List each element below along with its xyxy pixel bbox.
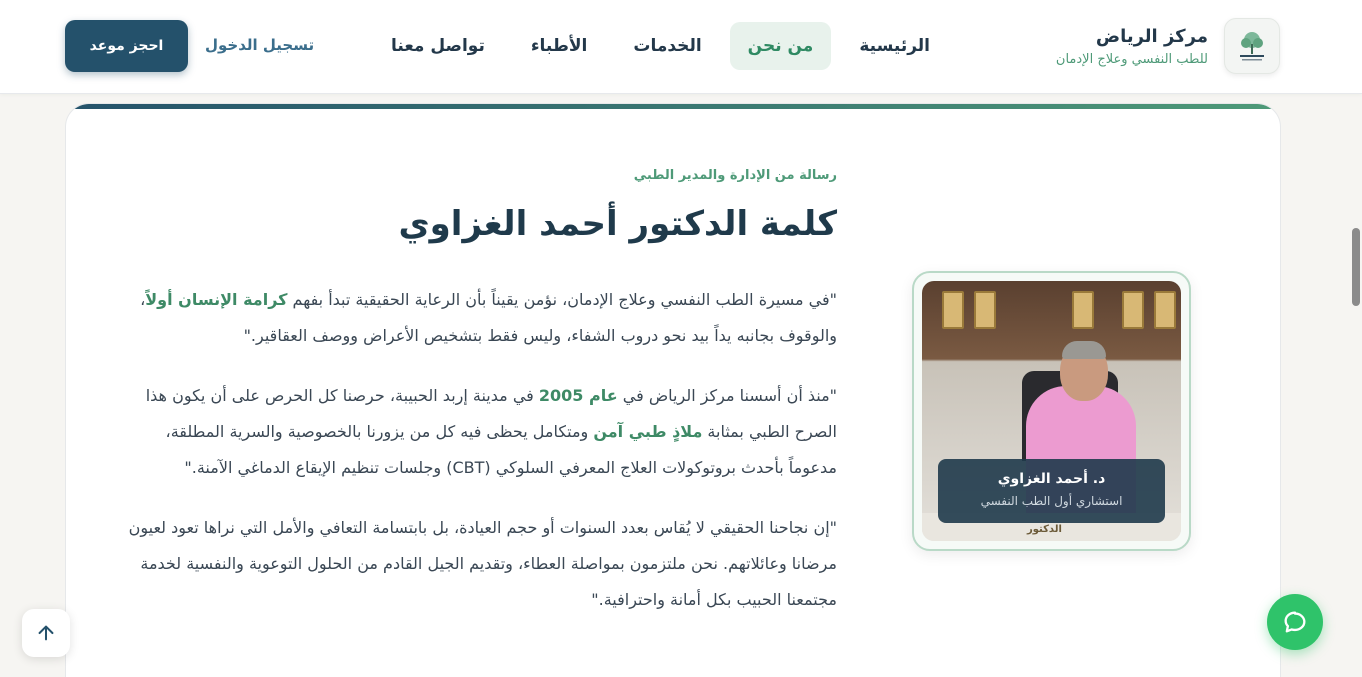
- message-paragraph-2: "منذ أن أسسنا مركز الرياض في عام 2005 في مدينة إربد الحبيبة، حرصنا كل الحرص على أن يكون هذا الصرح الطبي بمثابة ملاذٍ طبي آمن ومتكامل يحظى فيه كل من يزورنا بالخصوصية والسرية المطلقة، مدعوماً بأحدث بروتوكولات العلاج المعرفي السلوكي (CBT) وجلسات تنظيم الإيقاع الدماغي الآمنة.": [145, 386, 837, 477]
- plaque-icon: [942, 291, 964, 329]
- section-eyebrow: رسالة من الإدارة والمدير الطبي: [633, 168, 837, 183]
- nav-item-doctors[interactable]: الأطباء: [530, 36, 588, 56]
- doctor-photo: [922, 281, 1181, 541]
- highlight-human-dignity: كرامة الإنسان أولاً: [145, 290, 288, 309]
- chat-button[interactable]: [1267, 594, 1323, 650]
- message-paragraph-1: "في مسيرة الطب النفسي وعلاج الإدمان، نؤمن يقيناً بأن الرعاية الحقيقية تبدأ بفهم كرامة الإنسان أولاً، والوقوف بجانبه يداً بيد نحو دروب الشفاء، وليس فقط بتشخيص الأعراض ووصف العقاقير.": [140, 290, 837, 345]
- director-message-card: [65, 103, 1281, 677]
- book-appointment-button[interactable]: احجز موعد: [65, 20, 188, 72]
- brand-title: مركز الرياض: [1095, 26, 1208, 47]
- highlight-safe-haven: ملاذٍ طبي آمن: [593, 422, 703, 441]
- tree-logo-icon: [1224, 18, 1280, 74]
- nav-item-contact[interactable]: تواصل معنا: [391, 36, 485, 56]
- highlight-year: عام 2005: [538, 386, 618, 405]
- plaque-icon: [974, 291, 996, 329]
- chat-bubble-icon: [1281, 608, 1309, 636]
- main-nav: [373, 22, 948, 70]
- plaque-icon: [1122, 291, 1144, 329]
- doctor-role: استشاري أول الطب النفسي: [980, 494, 1123, 508]
- site-header: [0, 0, 1362, 94]
- brand-subtitle: للطب النفسي وعلاج الإدمان: [1055, 52, 1208, 67]
- plaque-icon: [1154, 291, 1176, 329]
- doctor-photo-frame: [912, 271, 1191, 551]
- page-scrollbar[interactable]: [1352, 228, 1360, 306]
- nav-item-home[interactable]: الرئيسية: [859, 36, 930, 56]
- scroll-to-top-button[interactable]: [22, 609, 70, 657]
- login-link[interactable]: تسجيل الدخول: [205, 36, 315, 54]
- plaque-icon: [1072, 291, 1094, 329]
- message-paragraph-3: "إن نجاحنا الحقيقي لا يُقاس بعدد السنوات أو حجم العيادة، بل بابتسامة التعافي والأمل التي نراها تعود لعيون مرضانا وعائلاتهم. نحن ملتزمون بمواصلة العطاء، وتقديم الجيل القادم من الحلول التوعوية والنفسية لخدمة مجتمعنا الحبيب بكل أمانة واحترافية.": [128, 518, 837, 609]
- nav-item-about[interactable]: من نحن: [730, 22, 832, 70]
- nav-item-services[interactable]: الخدمات: [633, 36, 702, 56]
- brand[interactable]: [1056, 18, 1280, 74]
- desk-sign: الدكتور: [1027, 524, 1062, 535]
- section-heading: كلمة الدكتور أحمد الغزاوي: [398, 204, 837, 244]
- arrow-up-icon: [35, 622, 57, 644]
- doctor-hair: [1062, 341, 1106, 359]
- card-accent-bar: [66, 104, 1280, 109]
- message-body: [117, 282, 837, 642]
- doctor-caption: [938, 459, 1165, 523]
- doctor-name: د. أحمد الغزاوي: [997, 471, 1106, 487]
